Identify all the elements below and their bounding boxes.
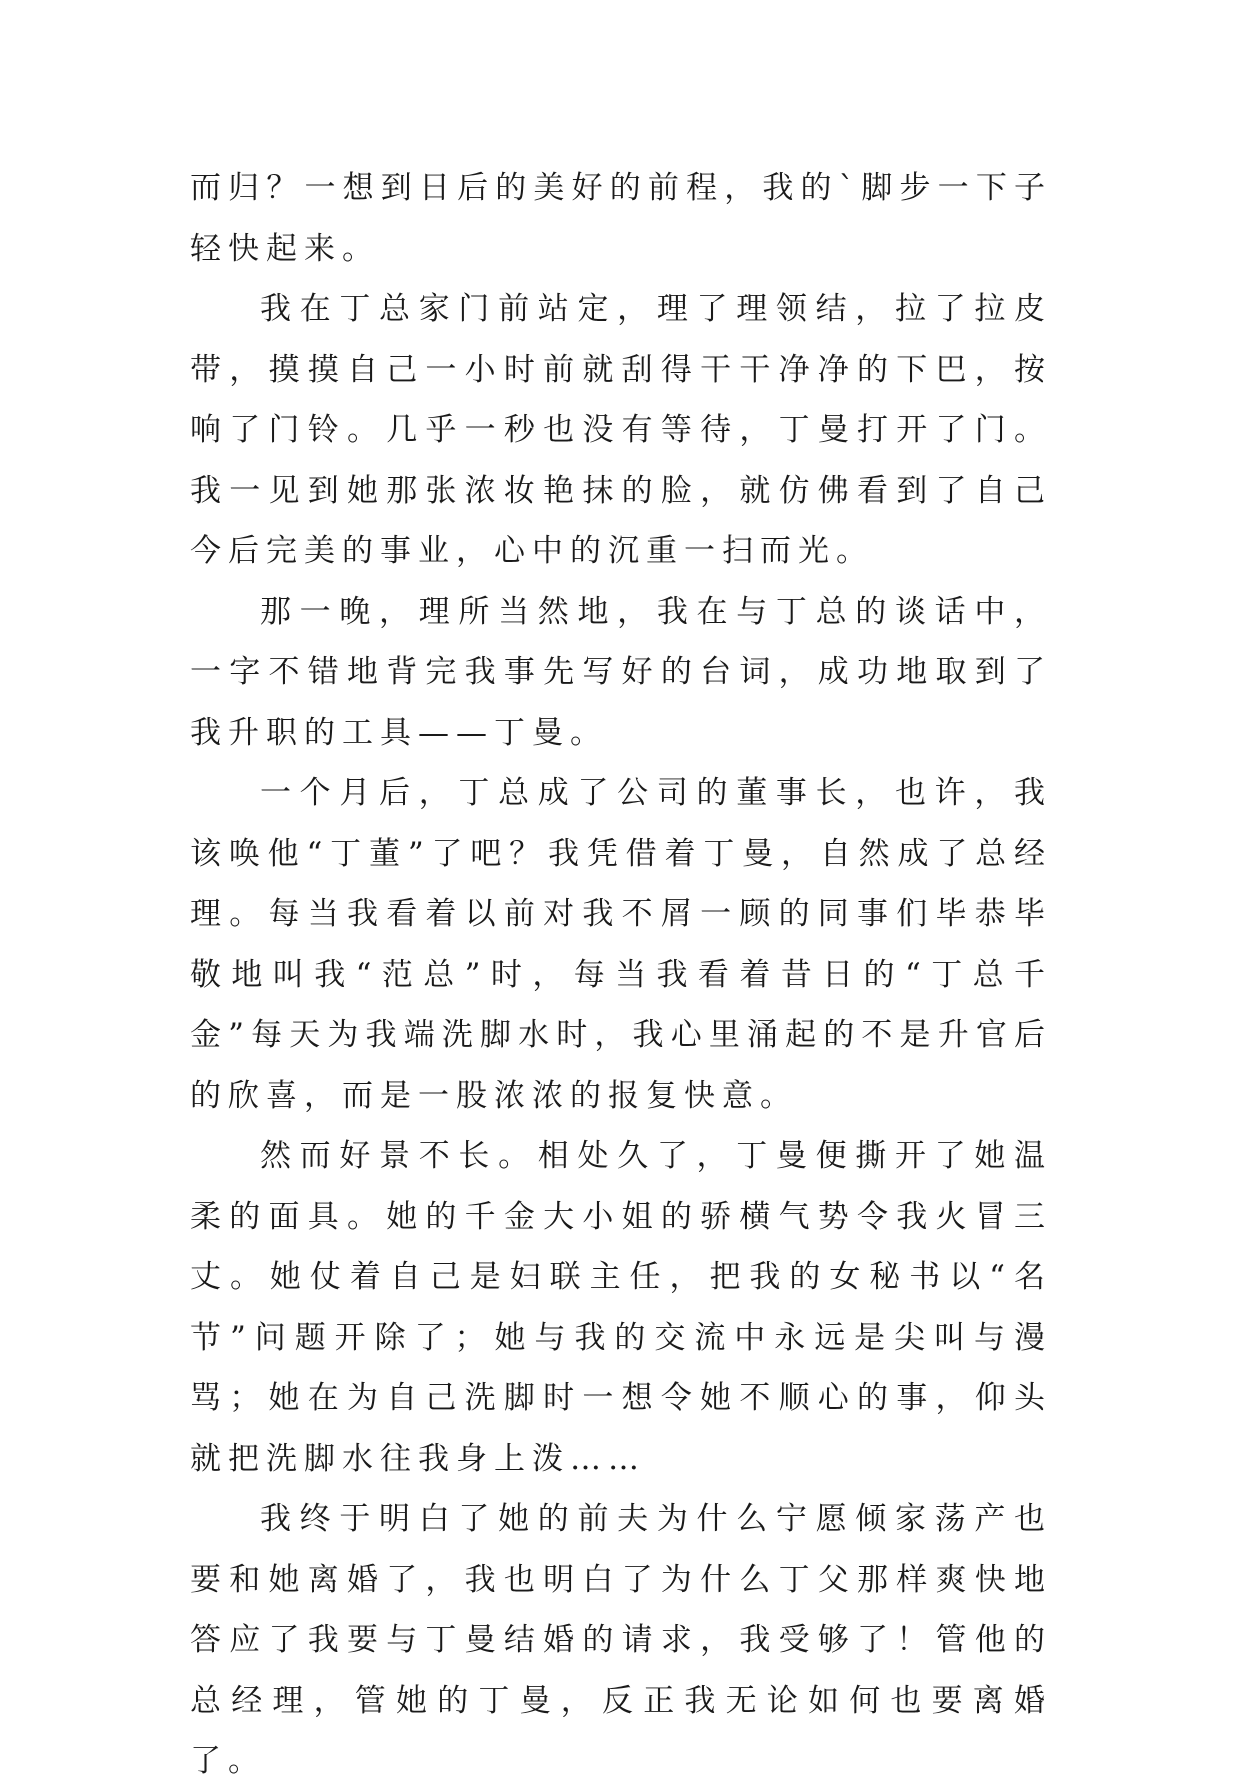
paragraph-4: 一个月后，丁总成了公司的董事长，也许，我该唤他“丁董”了吧？我凭借着丁曼，自然成了总经理。每当我看着以前对我不屑一顾的同事们毕恭毕敬地叫我“范总”时，每当我看着昔日的“丁总千金”每天为我端洗脚水时，我心里涌起的不是升官后的欣喜，而是一股浓浓的报复快意。: [190, 775, 1052, 1114]
paragraph-1: 而归？一想到日后的美好的前程，我的`脚步一下子轻快起来。: [190, 170, 1052, 267]
paragraph-3: 那一晚，理所当然地，我在与丁总的谈话中，一字不错地背完我事先写好的台词，成功地取到了我升职的工具——丁曼。: [190, 593, 1052, 751]
paragraph-2: 我在丁总家门前站定，理了理领结，拉了拉皮带，摸摸自己一小时前就刮得干干净净的下巴，按响了门铃。几乎一秒也没有等待，丁曼打开了门。我一见到她那张浓妆艳抹的脸，就仿佛看到了自己今后完美的事业，心中的沉重一扫而光。: [190, 291, 1052, 569]
paragraph-5: 然而好景不长。相处久了，丁曼便撕开了她温柔的面具。她的千金大小姐的骄横气势令我火冒三丈。她仗着自己是妇联主任，把我的女秘书以“名节”问题开除了；她与我的交流中永远是尖叫与漫骂；她在为自己洗脚时一想令她不顺心的事，仰头就把洗脚水往我身上泼……: [190, 1138, 1052, 1477]
body-text: [190, 158, 1052, 1792]
paragraph-6: 我终于明白了她的前夫为什么宁愿倾家荡产也要和她离婚了，我也明白了为什么丁父那样爽快地答应了我要与丁曼结婚的请求，我受够了！管他的总经理，管她的丁曼，反正我无论如何也要离婚了。: [190, 1501, 1052, 1779]
